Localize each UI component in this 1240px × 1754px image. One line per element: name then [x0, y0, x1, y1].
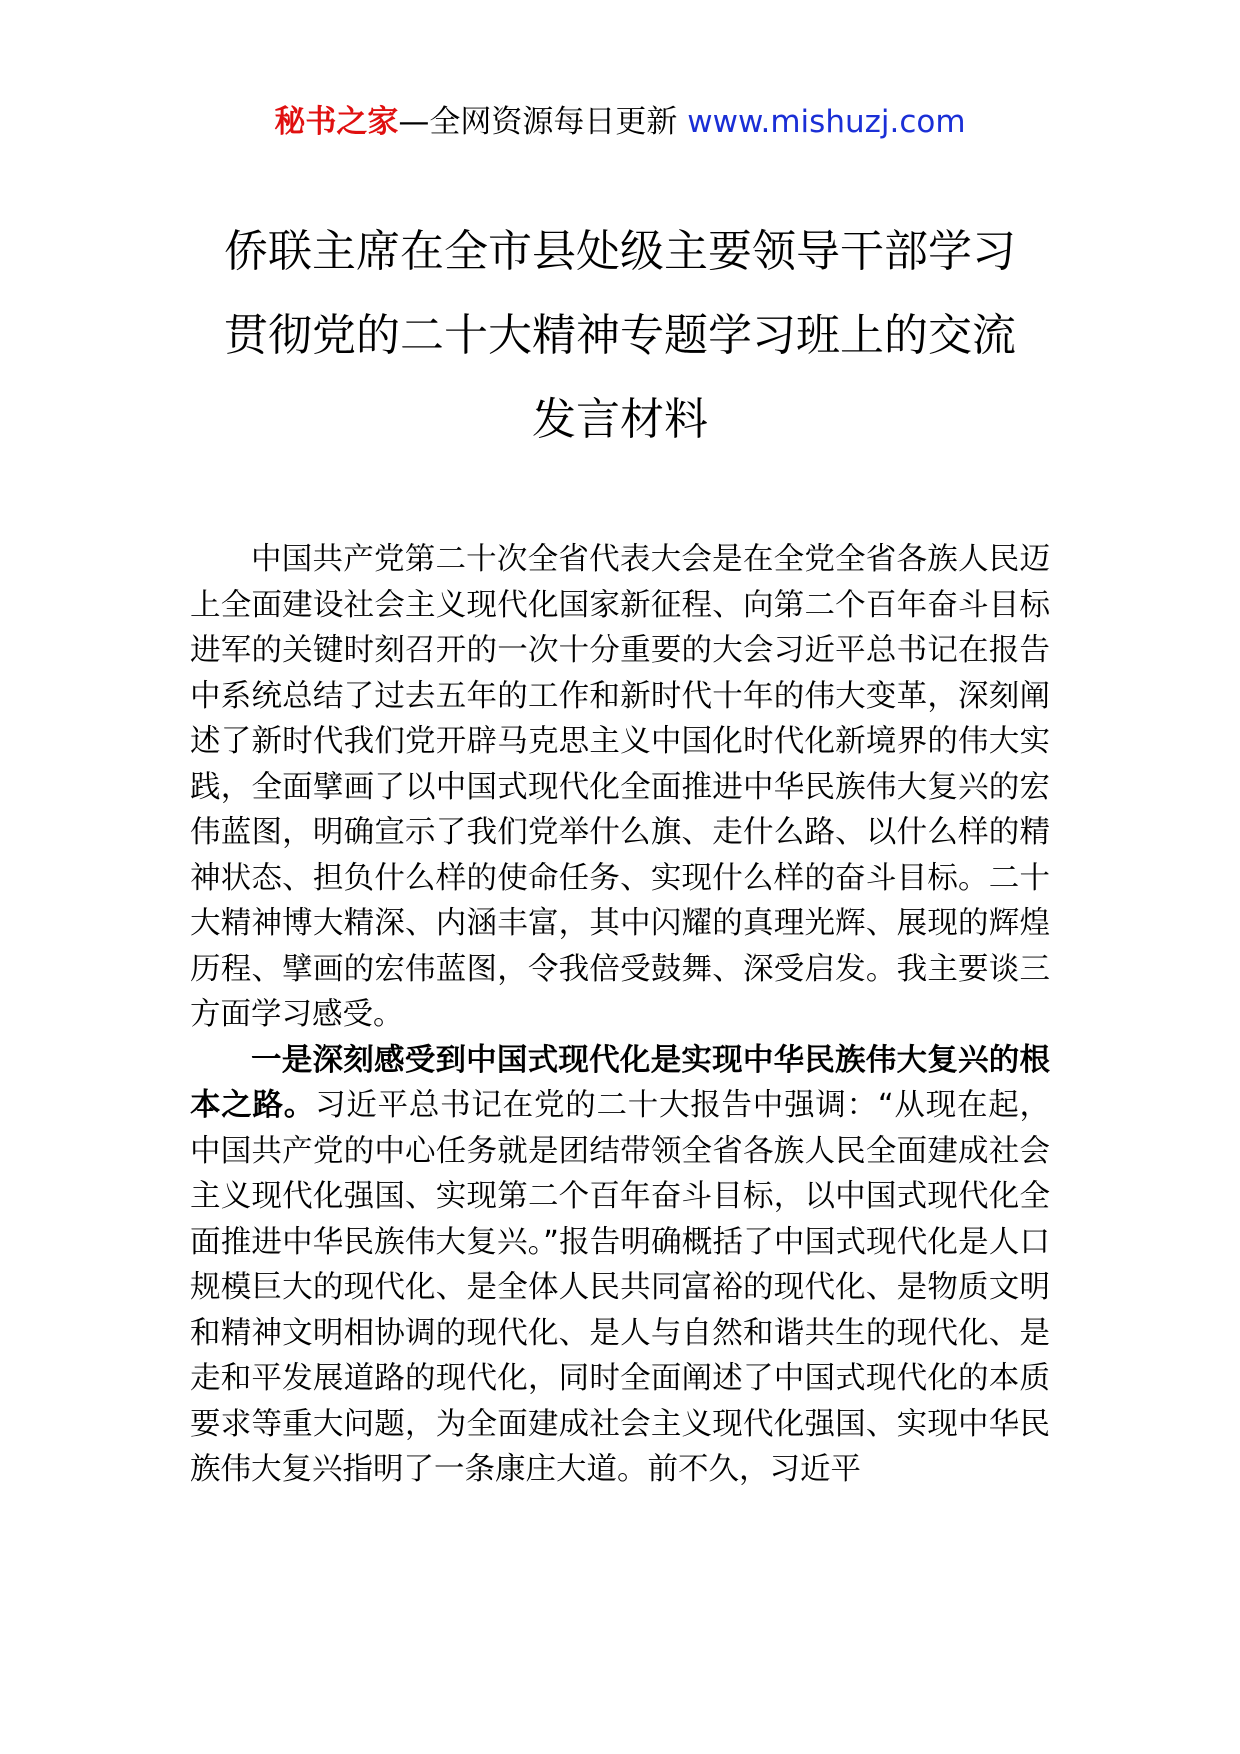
title-line-1: 侨联主席在全市县处级主要领导干部学习: [224, 226, 1016, 277]
paragraph-intro: 中国共产党第二十次全省代表大会是在全党全省各族人民迈上全面建设社会主义现代化国家新征程、向第二个百年奋斗目标进军的关键时刻召开的一次十分重要的大会习近平总书记在报告中系统总结了过去五年的工作和新时代十年的伟大变革，深刻阐述了新时代我们党开辟马克思主义中国化时代化新境界的伟大实践，全面擘画了以中国式现代化全面推进中华民族伟大复兴的宏伟蓝图，明确宣示了我们党举什么旗、走什么路、以什么样的精神状态、担负什么样的使命任务、实现什么样的奋斗目标。二十大精神博大精深、内涵丰富，其中闪耀的真理光辉、展现的辉煌历程、擘画的宏伟蓝图，令我倍受鼓舞、深受启发。我主要谈三方面学习感受。: [190, 542, 1050, 1032]
title-line-2: 贯彻党的二十大精神专题学习班上的交流: [224, 310, 1016, 361]
point-one-heading: 一是深刻感受到中国式现代化是实现中华民族伟大复兴的根本之路。: [190, 1042, 1050, 1123]
paragraph-point-one: [190, 1038, 1050, 1493]
site-slogan: —全网资源每日更新: [398, 104, 678, 140]
title-line-3: 发言材料: [532, 394, 708, 445]
document-body: [190, 537, 1050, 1493]
site-name: 秘书之家: [274, 104, 399, 140]
document-title: [150, 210, 1090, 462]
point-one-text: 习近平总书记在党的二十大报告中强调：“从现在起，中国共产党的中心任务就是团结带领全省各族人民全面建成社会主义现代化强国、实现第二个百年奋斗目标，以中国式现代化全面推进中华民族伟大复兴。”报告明确概括了中国式现代化是人口规模巨大的现代化、是全体人民共同富裕的现代化、是物质文明和精神文明相协调的现代化、是人与自然和谐共生的现代化、是走和平发展道路的现代化，同时全面阐述了中国式现代化的本质要求等重大问题，为全面建成社会主义现代化强国、实现中华民族伟大复兴指明了一条康庄大道。前不久，习近平: [190, 1088, 1051, 1487]
site-url-link[interactable]: www.mishuzj.com: [687, 104, 966, 140]
site-header: [0, 100, 1240, 144]
